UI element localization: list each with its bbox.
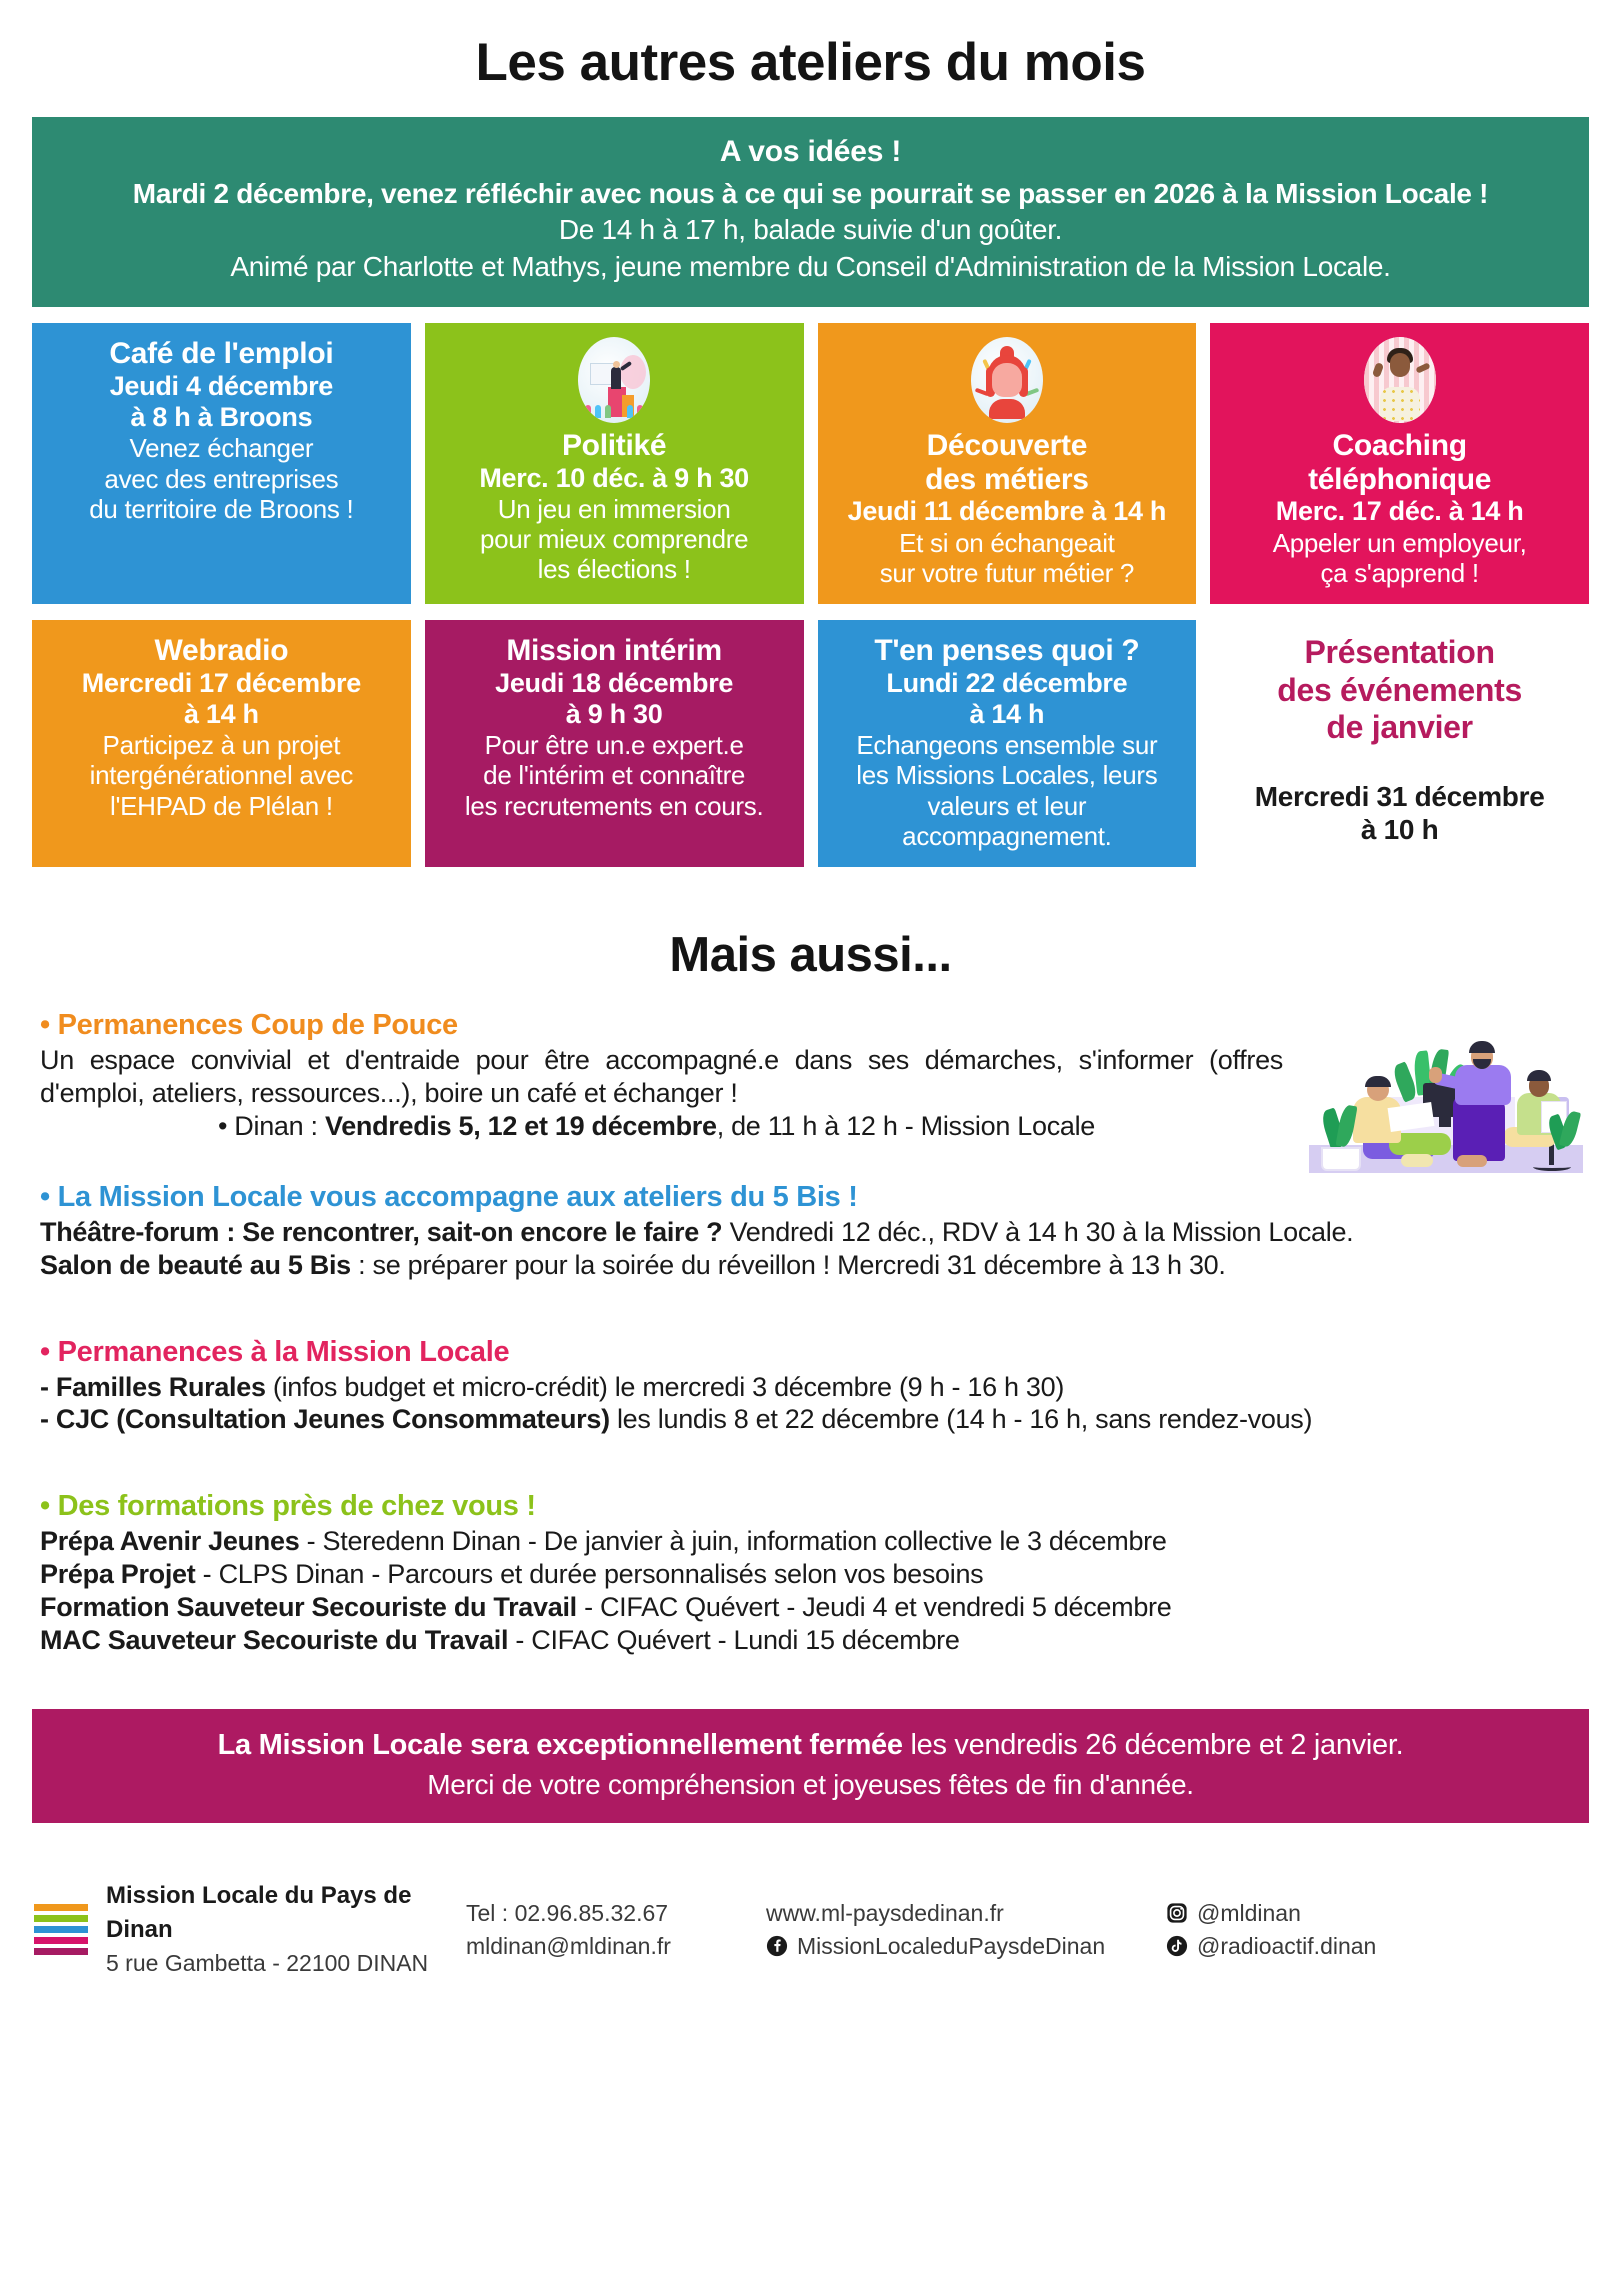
- card-desc-line2: sur votre futur métier ?: [879, 557, 1135, 588]
- card-desc-line1: Echangeons ensemble sur: [856, 730, 1158, 761]
- card-mission-interim[interactable]: [425, 620, 804, 867]
- block-line-1: [40, 1371, 1583, 1404]
- block-heading: • Des formations près de chez vous !: [40, 1490, 536, 1523]
- block-heading: • Permanences Coup de Pouce: [40, 1008, 458, 1041]
- footer-instagram-row[interactable]: [1166, 1897, 1587, 1930]
- card-desc-line2: avec des entreprises: [104, 463, 339, 494]
- card-title-line2: des événements: [1277, 671, 1523, 708]
- footer-email[interactable]: mldinan@mldinan.fr: [466, 1932, 671, 1959]
- card-subtitle-line1: Merc. 17 déc. à 14 h: [1275, 496, 1524, 527]
- card-decouverte-des-metiers[interactable]: [818, 323, 1197, 604]
- block-formations: [40, 1490, 1583, 1657]
- card-desc-line2: ça s'apprend !: [1320, 557, 1479, 588]
- footer-phone[interactable]: Tel : 02.96.85.32.67: [466, 1899, 669, 1926]
- line-bold: MAC Sauveteur Secouriste du Travail: [40, 1625, 509, 1656]
- card-subtitle-line1: Jeudi 11 décembre à 14 h: [847, 496, 1167, 527]
- card-desc-line1: Appeler un employeur,: [1272, 527, 1527, 558]
- card-subtitle-line2: à 14 h: [969, 698, 1045, 729]
- highlight-banner-line3: Animé par Charlotte et Mathys, jeune membre du Conseil d'Administration de la Mission Locale.: [230, 250, 1391, 282]
- card-subtitle-line2: à 14 h: [184, 698, 259, 729]
- card-title: Webradio: [154, 633, 289, 667]
- line-bold: - Familles Rurales: [40, 1371, 266, 1402]
- line-bold: Salon de beauté au 5 Bis: [40, 1249, 351, 1280]
- line-bold: - CJC (Consultation Jeunes Consommateurs): [40, 1404, 610, 1435]
- line-rest: - CLPS Dinan - Parcours et durée personnalisés selon vos besoins: [195, 1559, 984, 1590]
- also-section-title: Mais aussi...: [669, 927, 952, 982]
- card-title-line2: des métiers: [925, 462, 1089, 496]
- footer-facebook-row[interactable]: [766, 1930, 1166, 1963]
- tiktok-icon: [1166, 1935, 1188, 1957]
- card-title-line1: Coaching: [1332, 429, 1467, 463]
- card-desc-line2: les Missions Locales, leurs: [856, 760, 1158, 791]
- card-desc-line1: Venez échanger: [129, 433, 314, 464]
- block-line-3: [40, 1591, 1583, 1624]
- card-subtitle-line2: à 8 h à Broons: [130, 402, 313, 433]
- card-desc-line3: valeurs et leur: [927, 790, 1087, 821]
- block-body: Un espace convivial et d'entraide pour être accompagné.e dans ses démarches, s'informer (offres d'emploi, ateliers, ressources...), boire un café et échanger !: [40, 1044, 1283, 1108]
- card-coaching-telephonique[interactable]: [1210, 323, 1589, 604]
- line-rest: - CIFAC Quévert - Lundi 15 décembre: [508, 1625, 960, 1656]
- block-permanences-mission-locale: [40, 1336, 1583, 1437]
- mission-locale-logo-icon: [34, 1904, 88, 1955]
- card-subtitle-line1: Lundi 22 décembre: [886, 667, 1128, 698]
- card-subtitle-line1: Mercredi 17 décembre: [81, 667, 361, 698]
- closing-bold: La Mission Locale sera exceptionnellement fermée: [217, 1729, 903, 1762]
- card-title-line1: Présentation: [1304, 633, 1495, 670]
- footer: [34, 1879, 1587, 2010]
- highlight-banner: [32, 117, 1589, 307]
- footer-website-row[interactable]: [766, 1897, 1166, 1930]
- footer-contact: [466, 1897, 766, 1962]
- line-rest: - Steredenn Dinan - De janvier à juin, information collective le 3 décembre: [299, 1526, 1167, 1557]
- politike-illustration-icon: [578, 337, 650, 423]
- workshop-cards-row-1: [32, 323, 1589, 604]
- line-rest: Vendredi 12 déc., RDV à 14 h 30 à la Mission Locale.: [722, 1216, 1354, 1247]
- card-subtitle-line1: Mercredi 31 décembre: [1254, 781, 1545, 813]
- workshop-cards-row-2: [32, 620, 1589, 867]
- card-desc-line1: Participez à un projet: [102, 730, 341, 761]
- block-line-2: [40, 1249, 1583, 1282]
- page-title: Les autres ateliers du mois: [475, 33, 1146, 92]
- footer-facebook[interactable]: MissionLocaleduPaysdeDinan: [797, 1932, 1106, 1959]
- card-desc-line3: l'EHPAD de Plélan !: [109, 790, 333, 821]
- line-rest: les lundis 8 et 22 décembre (14 h - 16 h, sans rendez-vous): [609, 1404, 1313, 1435]
- card-title: Café de l'emploi: [109, 337, 334, 371]
- card-title-line2: téléphonique: [1308, 462, 1492, 496]
- card-cafe-de-lemploi[interactable]: [32, 323, 411, 604]
- footer-org: [106, 1879, 466, 1980]
- card-desc-line2: intergénérationnel avec: [89, 760, 354, 791]
- sub-bullet-rest: , de 11 h à 12 h - Mission Locale: [716, 1110, 1096, 1141]
- card-desc-line1: Un jeu en immersion: [497, 494, 731, 525]
- footer-website[interactable]: www.ml-paysdedinan.fr: [766, 1899, 1004, 1926]
- card-subtitle-line1: Jeudi 18 décembre: [495, 667, 734, 698]
- block-permanences-coup-de-pouce: [40, 1009, 1583, 1143]
- card-desc-line4: accompagnement.: [902, 820, 1112, 851]
- block-line-1: [40, 1525, 1583, 1558]
- card-title-line1: Découverte: [926, 429, 1088, 463]
- card-subtitle-line1: Jeudi 4 décembre: [109, 370, 334, 401]
- footer-tiktok-row[interactable]: [1166, 1930, 1587, 1963]
- line-rest: - CIFAC Quévert - Jeudi 4 et vendredi 5 décembre: [576, 1592, 1172, 1623]
- line-bold: Prépa Avenir Jeunes: [40, 1526, 300, 1557]
- line-rest: (infos budget et micro-crédit) le mercredi 3 décembre (9 h - 16 h 30): [265, 1371, 1065, 1402]
- footer-social: [1166, 1897, 1587, 1962]
- block-line-4: [40, 1624, 1583, 1657]
- card-desc-line1: Pour être un.e expert.e: [484, 730, 744, 761]
- card-desc-line2: de l'intérim et connaître: [483, 760, 746, 791]
- card-desc-line1: Et si on échangeait: [899, 527, 1115, 558]
- sub-bullet-prefix: • Dinan :: [217, 1110, 325, 1141]
- card-title: Politiké: [561, 429, 667, 463]
- line-bold: Théâtre-forum : Se rencontrer, sait-on encore le faire ?: [40, 1216, 723, 1247]
- card-title: Mission intérim: [506, 633, 722, 667]
- block-heading: • La Mission Locale vous accompagne aux ateliers du 5 Bis !: [40, 1180, 858, 1213]
- closing-banner: [32, 1709, 1589, 1823]
- footer-org-address: 5 rue Gambetta - 22100 DINAN: [106, 1950, 429, 1977]
- block-line-2: [40, 1403, 1583, 1436]
- line-rest: : se préparer pour la soirée du réveillon ! Mercredi 31 décembre à 13 h 30.: [350, 1249, 1226, 1280]
- card-desc-line2: pour mieux comprendre: [479, 524, 749, 555]
- card-desc-line3: du territoire de Broons !: [89, 493, 354, 524]
- card-politike[interactable]: [425, 323, 804, 604]
- highlight-banner-line2: De 14 h à 17 h, balade suivie d'un goûter.: [558, 214, 1063, 246]
- line-bold: Prépa Projet: [40, 1559, 196, 1590]
- metiers-illustration-icon: [971, 337, 1043, 423]
- instagram-icon: [1166, 1902, 1188, 1924]
- block-line-1: [40, 1216, 1583, 1249]
- block-ateliers-5-bis: [40, 1181, 1583, 1282]
- coaching-illustration-icon: [1364, 337, 1436, 423]
- card-title: T'en penses quoi ?: [874, 633, 1140, 667]
- facebook-icon: [766, 1935, 788, 1957]
- card-subtitle-line1: Merc. 10 déc. à 9 h 30: [479, 462, 749, 493]
- card-webradio[interactable]: [32, 620, 411, 867]
- line-bold: Formation Sauveteur Secouriste du Travail: [40, 1592, 577, 1623]
- card-desc-line3: les élections !: [537, 554, 691, 585]
- closing-rest: les vendredis 26 décembre et 2 janvier.: [902, 1729, 1404, 1762]
- card-ten-penses-quoi[interactable]: [818, 620, 1197, 867]
- card-title-line3: de janvier: [1326, 709, 1473, 746]
- sub-bullet-bold: Vendredis 5, 12 et 19 décembre: [324, 1110, 717, 1141]
- highlight-banner-line1: Mardi 2 décembre, venez réfléchir avec nous à ce qui se pourrait se passer en 2026 à la Mission Locale !: [132, 178, 1489, 209]
- card-presentation-evenements-janvier[interactable]: [1210, 620, 1589, 867]
- card-subtitle-line2: à 10 h: [1360, 813, 1439, 845]
- highlight-banner-heading: A vos idées !: [719, 135, 902, 168]
- block-line-2: [40, 1558, 1583, 1591]
- card-subtitle-line2: à 9 h 30: [565, 698, 663, 729]
- footer-web: [766, 1897, 1166, 1962]
- people-working-illustration: [1305, 1005, 1583, 1173]
- block-heading: • Permanences à la Mission Locale: [40, 1335, 510, 1368]
- closing-banner-line2: Merci de votre compréhension et joyeuses fêtes de fin d'année.: [427, 1768, 1194, 1800]
- footer-org-name: Mission Locale du Pays de Dinan: [106, 1882, 412, 1944]
- card-desc-line3: les recrutements en cours.: [464, 790, 764, 821]
- footer-instagram[interactable]: @mldinan: [1197, 1899, 1301, 1926]
- footer-tiktok[interactable]: @radioactif.dinan: [1197, 1932, 1377, 1959]
- closing-banner-line1: [52, 1727, 1569, 1765]
